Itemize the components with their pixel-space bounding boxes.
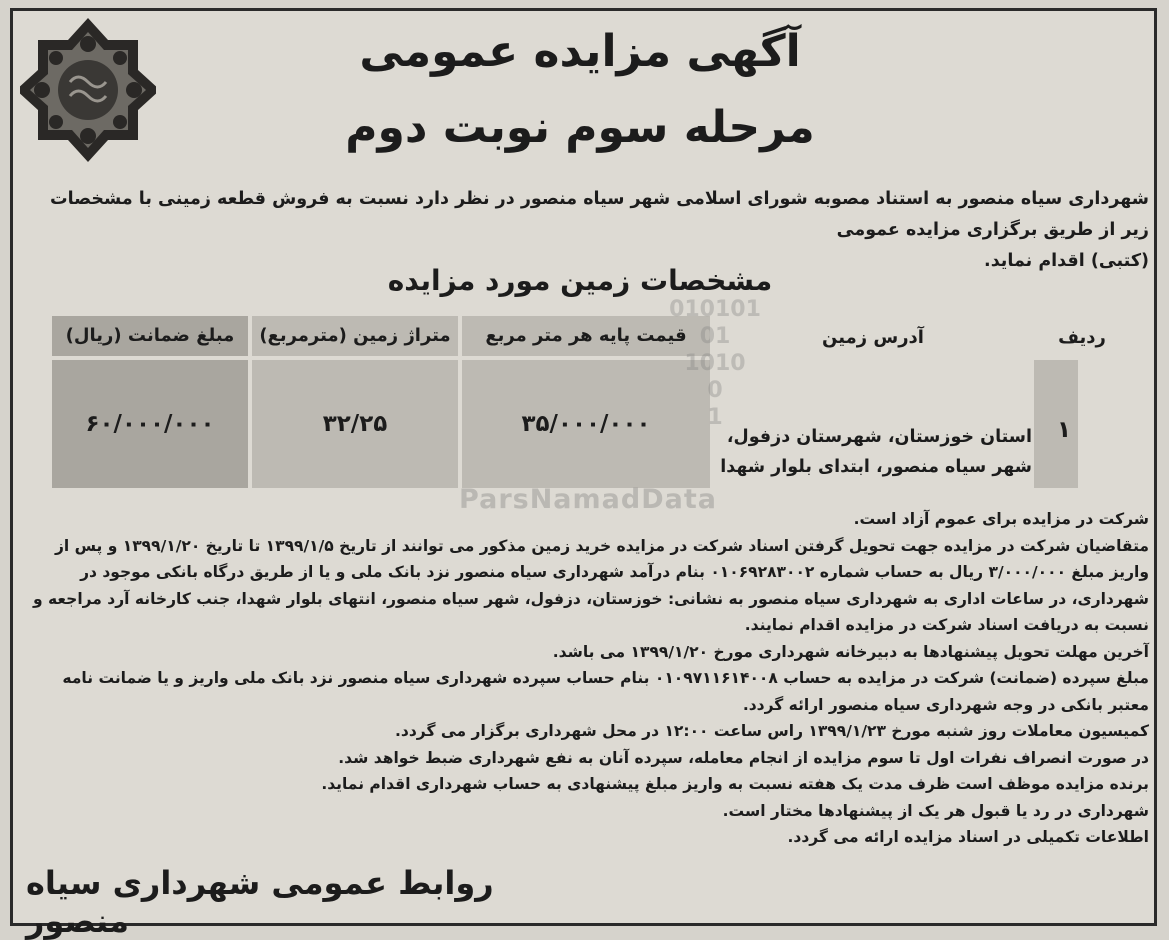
area-value: ۳۲/۲۵ [252, 360, 458, 488]
condition-deadline: آخرین مهلت تحویل پیشنهادها به دبیرخانه شهرداری مورخ ۱۳۹۹/۱/۲۰ می باشد. [552, 642, 1149, 661]
guarantee-value: ۶۰/۰۰۰/۰۰۰ [52, 360, 248, 488]
section-title: مشخصات زمین مورد مزایده [387, 264, 773, 297]
condition-winner-payment: برنده مزایده موظف است ظرف مدت یک هفته نسبت به واریز مبلغ پیشنهادی به حساب شهرداری اقدام نماید. [321, 775, 1149, 793]
condition-documents: متقاضیان شرکت در مزایده جهت تحویل گرفتن اسناد شرکت در مزایده خرید زمین مذکور می توانند از تاریخ ۱۳۹۹/۱/۵ تا تاریخ ۱۳۹۹/۱/۲۰ و پس از واریز مبلغ ۳/۰۰۰/۰۰۰ ریال به حساب شماره ۰۱۰۶۹۲۸۳۰۰۲ بنام درآمد شهرداری سیاه منصور نزد بانک ملی و یا از طریق درگاه بانکی موجود در شهرداری، در ساعات اداری به شهرداری سیاه منصور به نشانی: خوزستان، دزفول، شهر سیاه منصور، انتهای بلوار شهدا، جنب کارخانه آرد مراجعه و نسبت به دریافت اسناد شرکت در مزایده اقدام نمایند. [33, 536, 1149, 634]
municipality-emblem-icon [20, 14, 156, 166]
watermark-digits-line: 1 [707, 405, 723, 430]
public-relations-signature: روابط عمومی شهرداری سیاه منصور [26, 864, 494, 940]
header-guarantee: مبلغ ضمانت (ریال) [52, 316, 248, 356]
header-row-number: ردیف [1058, 327, 1106, 348]
header-area: متراژ زمین (مترمربع) [252, 316, 458, 356]
address-line-2: شهر سیاه منصور، ابتدای بلوار شهدا [720, 457, 1032, 477]
condition-commission: کمیسیون معاملات روز شنبه مورخ ۱۳۹۹/۱/۲۳ راس ساعت ۱۲:۰۰ در محل شهرداری برگزار می گردد. [395, 722, 1149, 740]
row-number: ۱ [1056, 417, 1072, 443]
condition-municipality-rights: شهرداری در رد یا قبول هر یک از پیشنهادها مختار است. [722, 801, 1149, 820]
header-base-price: قیمت پایه هر متر مربع [462, 316, 710, 356]
condition-open-to-public: شرکت در مزایده برای عموم آزاد است. [853, 510, 1149, 528]
intro-line-2: (کتبی) اقدام نماید. [984, 251, 1149, 271]
ad-subtitle: مرحله سوم نوبت دوم [345, 102, 815, 153]
conditions-text [30, 506, 1149, 851]
watermark-digits-line: 010101 [669, 297, 761, 322]
watermark-text: ParsNamadData [459, 484, 717, 515]
condition-more-info: اطلاعات تکمیلی در اسناد مزایده ارائه می گردد. [787, 828, 1149, 846]
header-address: آدرس زمین [822, 327, 924, 348]
ad-title: آگهی مزایده عمومی [359, 26, 801, 77]
address-line-1: استان خوزستان، شهرستان دزفول، [726, 427, 1032, 447]
intro-line-1: شهرداری سیاه منصور به استناد مصوبه شورای اسلامی شهر سیاه منصور در نظر دارد نسبت به فروش قطعه زمینی با مشخصات زیر از طریق برگزاری مزایده عمومی [50, 189, 1149, 240]
watermark-digits-line: 1010 [684, 351, 746, 376]
address-cell [714, 422, 1032, 482]
watermark-digits [650, 296, 780, 431]
watermark-digits-line: 01 [699, 324, 731, 349]
watermark-digits-line: 0 [707, 378, 723, 403]
condition-withdrawal: در صورت انصراف نفرات اول تا سوم مزایده از انجام معامله، سپرده آنان به نفع شهرداری ضبط خواهد شد. [338, 748, 1149, 767]
condition-deposit: مبلغ سپرده (ضمانت) شرکت در مزایده به حساب ۰۱۰۹۷۱۱۶۱۴۰۰۸ بنام حساب سپرده شهرداری سیاه منصور نزد بانک ملی واریز و یا ضمانت نامه معتبر بانکی در وجه شهرداری سیاه منصور ارائه گردد. [62, 669, 1149, 714]
base-price-value: ۳۵/۰۰۰/۰۰۰ [462, 360, 710, 488]
